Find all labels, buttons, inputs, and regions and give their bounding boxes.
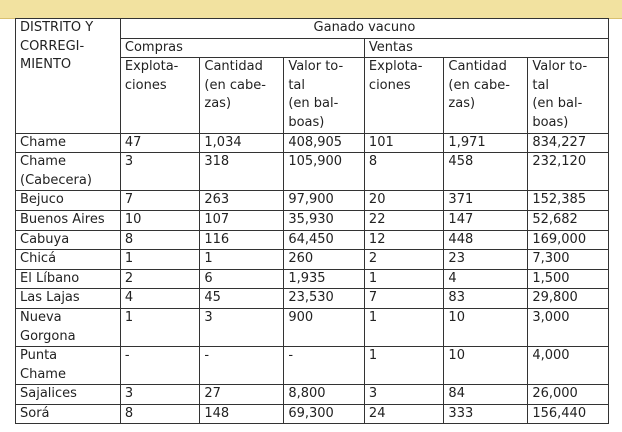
table-row (16, 347, 609, 385)
district-cell: Las Lajas (16, 289, 121, 309)
cell: 22 (364, 210, 444, 230)
district-cell: Chame (Cabecera) (16, 153, 121, 191)
cell: 8 (120, 230, 200, 250)
cell: 1,971 (444, 133, 528, 153)
table-row (16, 230, 609, 250)
cell: - (284, 347, 365, 385)
district-header: DISTRITO Y CORREGI- MIENTO (16, 19, 121, 134)
cell: 101 (364, 133, 444, 153)
table-row (16, 210, 609, 230)
cell: 45 (200, 289, 284, 309)
cell: 64,450 (284, 230, 365, 250)
cell: 834,227 (528, 133, 609, 153)
cell: 4 (444, 269, 528, 289)
cell: 2 (120, 269, 200, 289)
cell: 29,800 (528, 289, 609, 309)
cell: 1,034 (200, 133, 284, 153)
table-row (16, 250, 609, 270)
cell: 116 (200, 230, 284, 250)
cell: 371 (444, 191, 528, 211)
cell: 1 (364, 308, 444, 346)
cell: 260 (284, 250, 365, 270)
cell: 105,900 (284, 153, 365, 191)
cell: 27 (200, 385, 284, 405)
cell: 7,300 (528, 250, 609, 270)
district-cell: Buenos Aires (16, 210, 121, 230)
district-cell: Nueva Gorgona (16, 308, 121, 346)
cell: 23 (444, 250, 528, 270)
cell: 169,000 (528, 230, 609, 250)
cell: 10 (120, 210, 200, 230)
cell: 107 (200, 210, 284, 230)
cell: 448 (444, 230, 528, 250)
purchases-header: Compras (120, 38, 364, 58)
district-cell: Punta Chame (16, 347, 121, 385)
cell: 20 (364, 191, 444, 211)
cell: 35,930 (284, 210, 365, 230)
cell: 97,900 (284, 191, 365, 211)
cell: 8,800 (284, 385, 365, 405)
cell: 318 (200, 153, 284, 191)
cell: 408,905 (284, 133, 365, 153)
cell: 156,440 (528, 404, 609, 424)
cell: 4 (120, 289, 200, 309)
cell: 1 (364, 269, 444, 289)
cell: 83 (444, 289, 528, 309)
cell: 148 (200, 404, 284, 424)
cell: 26,000 (528, 385, 609, 405)
cell: 8 (120, 404, 200, 424)
cell: 263 (200, 191, 284, 211)
table-row (16, 404, 609, 424)
table-row (16, 153, 609, 191)
cell: 3 (120, 153, 200, 191)
cell: - (200, 347, 284, 385)
cell: 333 (444, 404, 528, 424)
cell: 52,682 (528, 210, 609, 230)
district-cell: Chicá (16, 250, 121, 270)
district-cell: Cabuya (16, 230, 121, 250)
cell: 10 (444, 347, 528, 385)
cell: 232,120 (528, 153, 609, 191)
cell: 1,500 (528, 269, 609, 289)
banner-left-tip (0, 0, 14, 18)
purchases-value-header: Valor to- tal (en bal- boas) (284, 58, 365, 133)
cell: - (120, 347, 200, 385)
table-row (16, 308, 609, 346)
sales-value-header: Valor to- tal (en bal- boas) (528, 58, 609, 133)
table-row (16, 385, 609, 405)
table-row (16, 269, 609, 289)
table-row (16, 191, 609, 211)
cell: 4,000 (528, 347, 609, 385)
table-body (16, 133, 609, 424)
cell: 7 (120, 191, 200, 211)
cell: 12 (364, 230, 444, 250)
group-header: Ganado vacuno (120, 19, 608, 39)
cell: 2 (364, 250, 444, 270)
header-row-group (16, 19, 609, 39)
district-cell: Bejuco (16, 191, 121, 211)
cell: 1,935 (284, 269, 365, 289)
sales-farms-header: Explota- ciones (364, 58, 444, 133)
cell: 152,385 (528, 191, 609, 211)
cell: 24 (364, 404, 444, 424)
district-cell: Sajalices (16, 385, 121, 405)
district-cell: Chame (16, 133, 121, 153)
purchases-farms-header: Explota- ciones (120, 58, 200, 133)
cell: 23,530 (284, 289, 365, 309)
cell: 3 (120, 385, 200, 405)
cell: 1 (364, 347, 444, 385)
table-row (16, 289, 609, 309)
cell: 1 (120, 250, 200, 270)
purchases-quantity-header: Cantidad (en cabe- zas) (200, 58, 284, 133)
cell: 1 (120, 308, 200, 346)
cell: 458 (444, 153, 528, 191)
sales-header: Ventas (364, 38, 608, 58)
cell: 7 (364, 289, 444, 309)
cell: 3 (200, 308, 284, 346)
cell: 3,000 (528, 308, 609, 346)
cell: 1 (200, 250, 284, 270)
district-cell: Sorá (16, 404, 121, 424)
cattle-table (15, 18, 609, 424)
cell: 900 (284, 308, 365, 346)
table-row (16, 133, 609, 153)
cell: 147 (444, 210, 528, 230)
cell: 3 (364, 385, 444, 405)
banner-right-tip (608, 0, 622, 18)
cell: 6 (200, 269, 284, 289)
cell: 8 (364, 153, 444, 191)
cell: 69,300 (284, 404, 365, 424)
cell: 84 (444, 385, 528, 405)
header-banner (0, 0, 622, 19)
cell: 47 (120, 133, 200, 153)
cell: 10 (444, 308, 528, 346)
sales-quantity-header: Cantidad (en cabe- zas) (444, 58, 528, 133)
district-cell: El Líbano (16, 269, 121, 289)
